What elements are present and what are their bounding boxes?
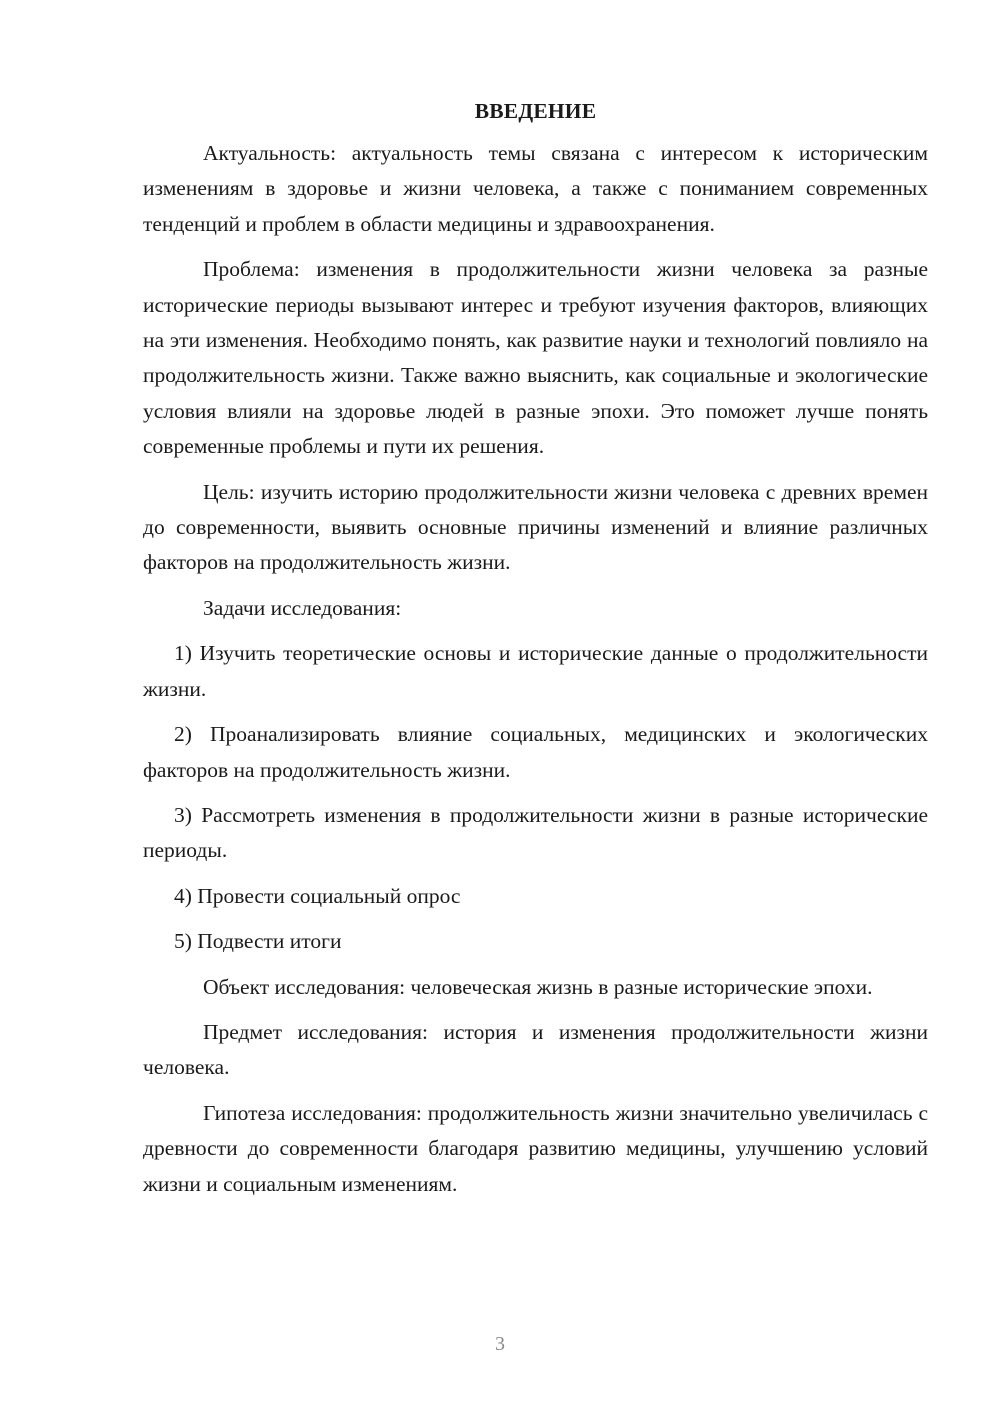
hypothesis-paragraph: Гипотеза исследования: продолжительность жизни значительно увеличилась с древности до современности благодаря развитию медицины, улучшению условий жизни и социальным изменениям.: [143, 1100, 928, 1196]
problem-paragraph: Проблема: изменения в продолжительности жизни человека за разные исторические периоды вызывают интерес и требуют изучения факторов, влияющих на эти изменения. Необходимо понять, как развитие науки и технологий повлияло на продолжительность жизни. Также важно выяснить, как социальные и экологические условия влияли на здоровье людей в разные эпохи. Это поможет лучше понять современные проблемы и пути их решения.: [143, 257, 928, 459]
subject-paragraph: Предмет исследования: история и изменения продолжительности жизни человека.: [143, 1019, 928, 1080]
task-item-2: 2) Проанализировать влияние социальных, медицинских и экологических факторов на продолжительность жизни.: [143, 722, 928, 782]
task-item-5: 5) Подвести итоги: [174, 929, 342, 954]
object-paragraph: Объект исследования: человеческая жизнь в разные исторические эпохи.: [203, 974, 873, 999]
document-page: [143, 96, 928, 1202]
task-item-3: 3) Рассмотреть изменения в продолжительности жизни в разные исторические периоды.: [143, 802, 928, 863]
tasks-heading: Задачи исследования:: [203, 595, 402, 620]
section-title: ВВЕДЕНИЕ: [474, 99, 597, 123]
task-item-4: 4) Провести социальный опрос: [174, 883, 461, 908]
relevance-paragraph: Актуальность: актуальность темы связана с интересом к историческим изменениям в здоровье и жизни человека, а также с пониманием современных тенденций и проблем в области медицины и здравоохранения.: [143, 141, 928, 236]
task-item-1: 1) Изучить теоретические основы и исторические данные о продолжительности жизни.: [143, 641, 928, 701]
page-number: 3: [495, 1333, 505, 1355]
goal-paragraph: Цель: изучить историю продолжительности жизни человека с древних времен до современности, выявить основные причины изменений и влияние различных факторов на продолжительность жизни.: [143, 479, 928, 575]
